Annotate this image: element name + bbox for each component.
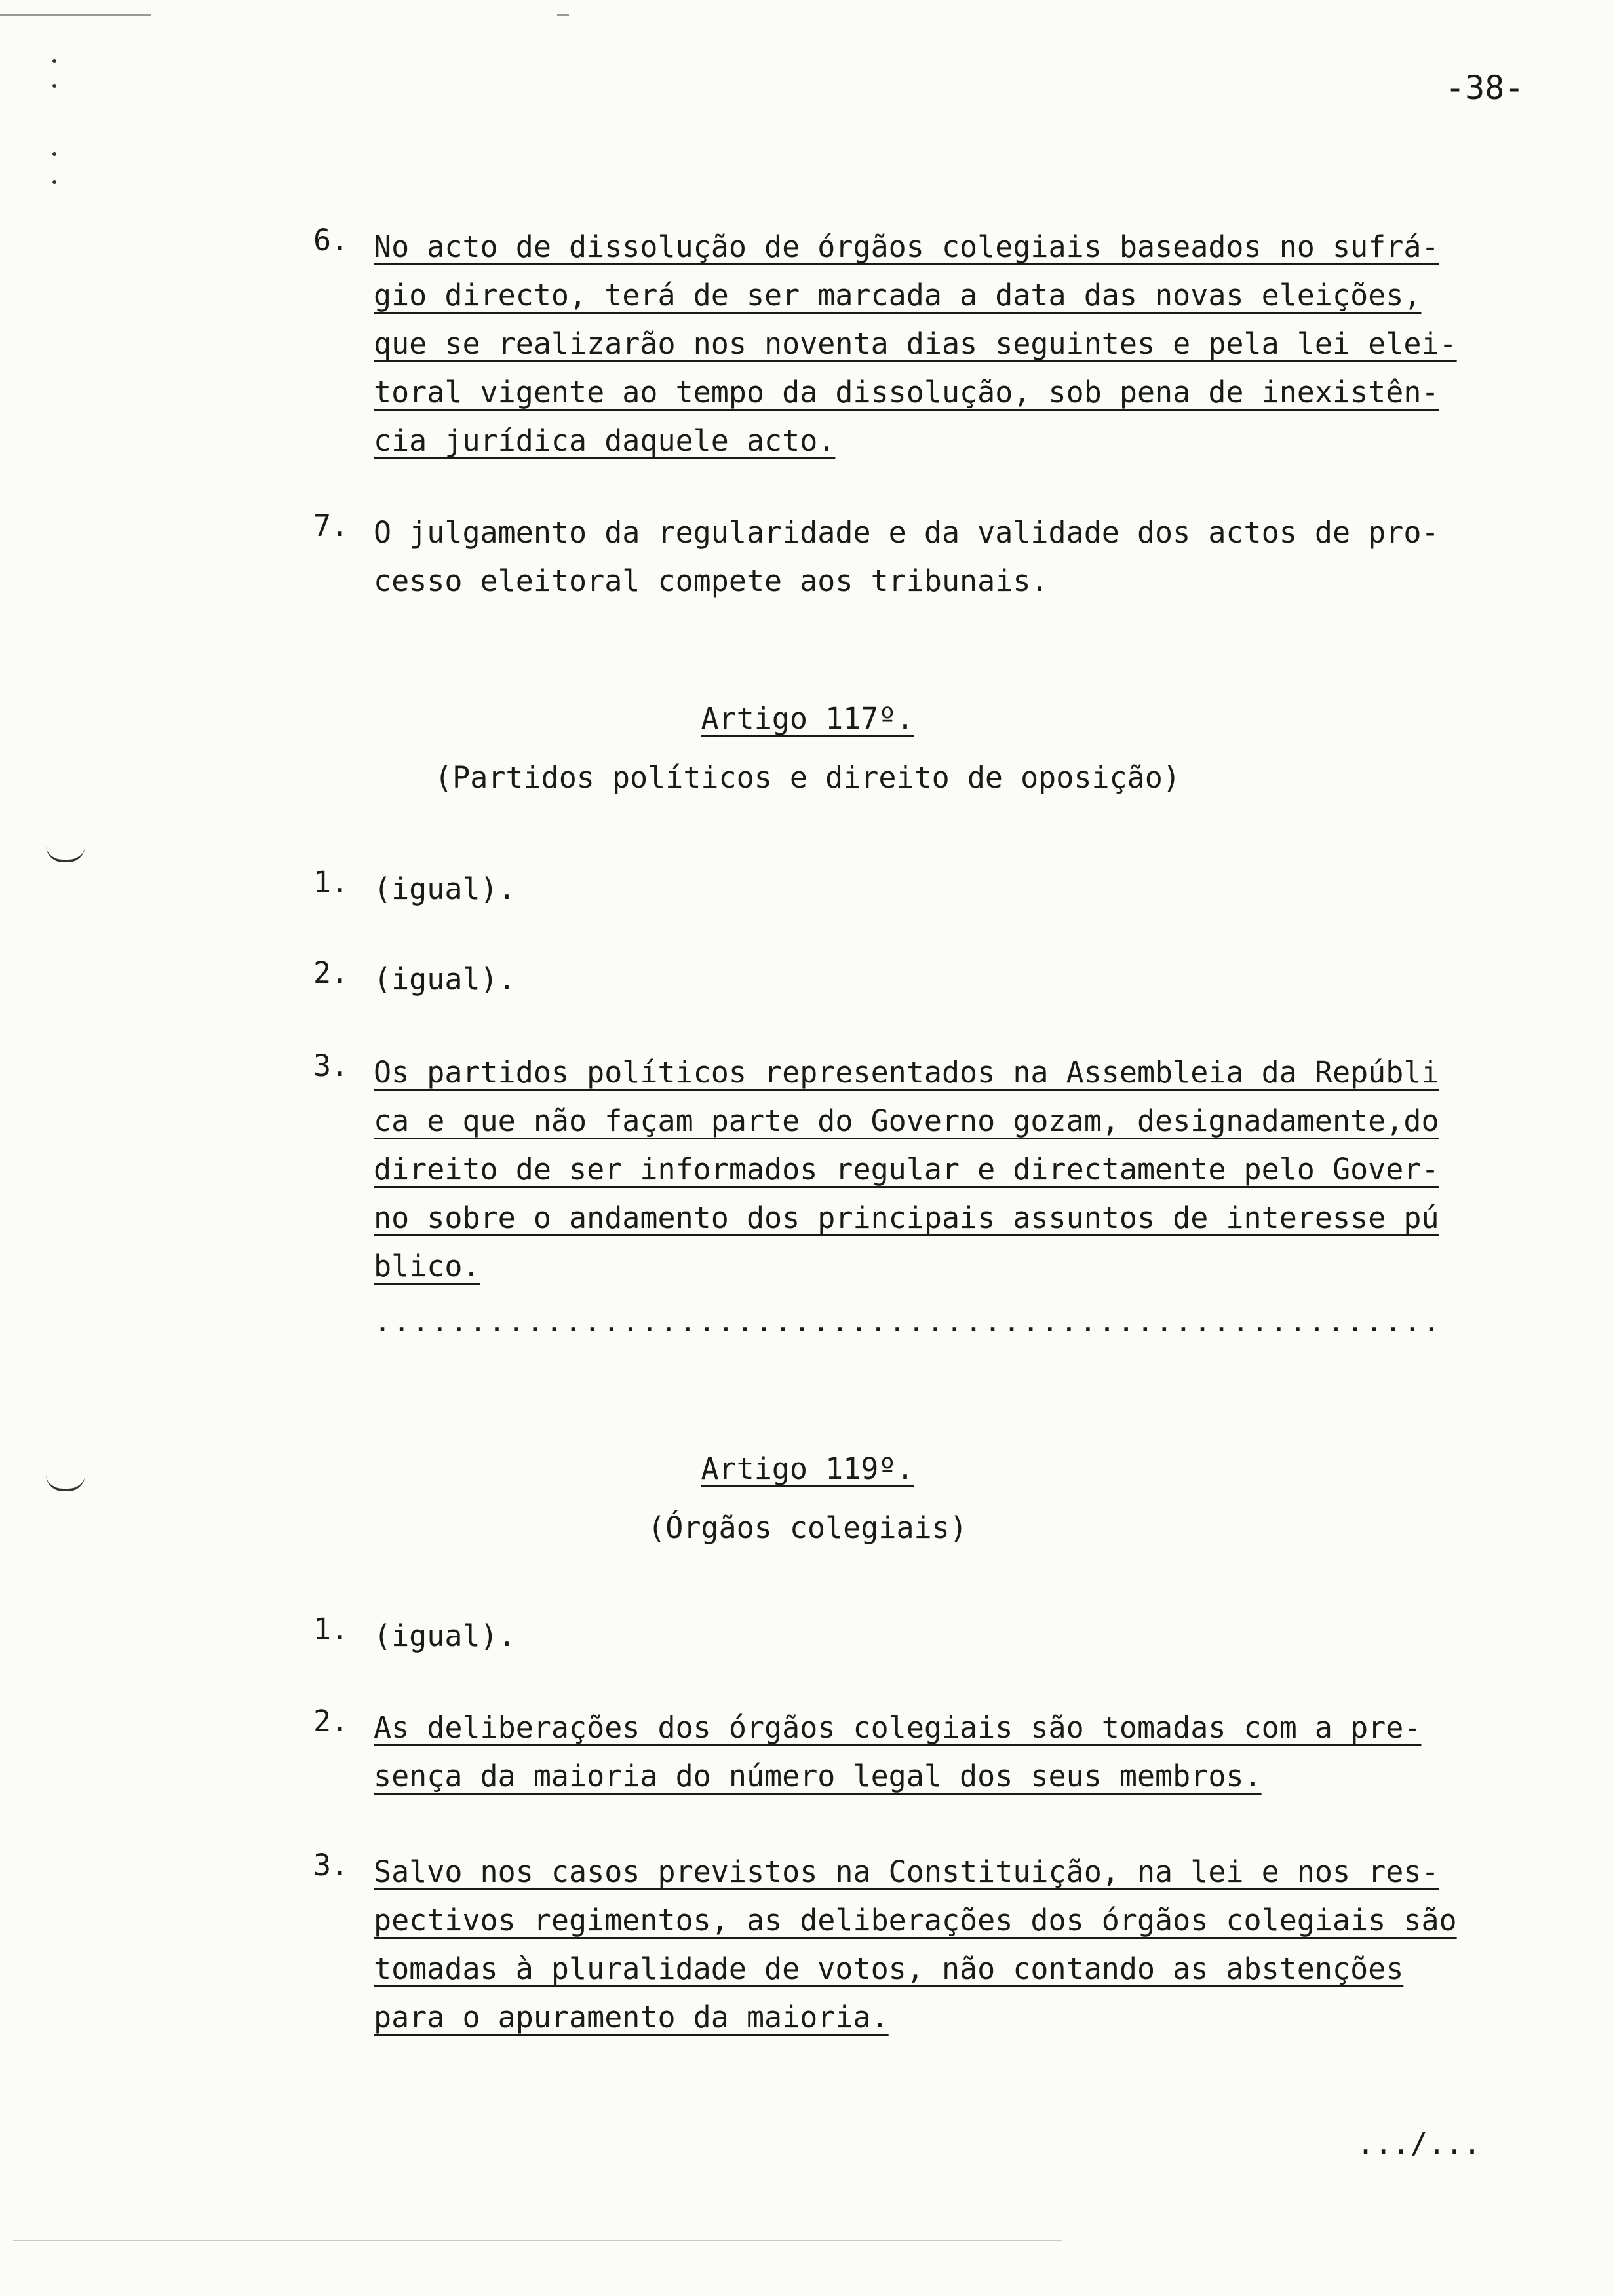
page-number: -38-	[1445, 69, 1525, 107]
paragraph-number: 6.	[313, 223, 349, 258]
paragraph-number: 3.	[313, 1048, 349, 1083]
paragraph-line: (igual).	[374, 1618, 516, 1653]
paragraph-line: Salvo nos casos previstos na Constituição, na lei e nos res-	[374, 1854, 1439, 1889]
paragraph-number: 1.	[313, 1612, 349, 1647]
article-119-title: Artigo 119º.	[701, 1451, 914, 1486]
paragraph-number: 3.	[313, 1848, 349, 1883]
paragraph-number: 1.	[313, 865, 349, 900]
top-edge-dash	[557, 14, 569, 16]
paragraph-line: direito de ser informados regular e directamente pelo Gover-	[374, 1152, 1439, 1187]
paragraph-line: As deliberações dos órgãos colegiais são tomadas com a pre-	[374, 1710, 1422, 1745]
continuation-mark: .../...	[1357, 2126, 1481, 2161]
article-117-subtitle: (Partidos políticos e direito de oposição)	[435, 760, 1180, 795]
top-edge-mark	[0, 14, 151, 16]
bottom-edge-mark	[13, 2240, 1062, 2241]
paragraph-line: que se realizarão nos noventa dias seguintes e pela lei elei-	[374, 326, 1457, 361]
paragraph-line: (igual).	[374, 962, 516, 997]
paragraph-line: pectivos regimentos, as deliberações dos órgãos colegiais são	[374, 1903, 1457, 1938]
paragraph-line: toral vigente ao tempo da dissolução, sob pena de inexistên-	[374, 375, 1439, 410]
paragraph-line: blico.	[374, 1249, 480, 1284]
article-117-title: Artigo 117º.	[701, 701, 914, 736]
paragraph-line: cia jurídica daquele acto.	[374, 423, 836, 458]
paragraph-line: sença da maioria do número legal dos seus membros.	[374, 1759, 1262, 1793]
paragraph-line: no sobre o andamento dos principais assuntos de interesse pú	[374, 1200, 1439, 1235]
paragraph-number: 2.	[313, 955, 349, 990]
margin-dot	[52, 59, 56, 63]
paragraph-line: para o apuramento da maioria.	[374, 2000, 889, 2035]
paragraph-line: No acto de dissolução de órgãos colegiais baseados no sufrá-	[374, 229, 1439, 264]
paragraph-line: O julgamento da regularidade e da validade dos actos de pro-	[374, 515, 1439, 550]
margin-dot	[52, 180, 56, 184]
paragraph-line: Os partidos políticos representados na Assembleia da Repúbli	[374, 1055, 1439, 1090]
margin-dot	[52, 152, 56, 156]
margin-tick-mark	[46, 845, 85, 862]
paragraph-number: 2.	[313, 1704, 349, 1738]
paragraph-line: gio directo, terá de ser marcada a data das novas eleições,	[374, 278, 1422, 313]
article-119-subtitle: (Órgãos colegiais)	[648, 1510, 967, 1545]
paragraph-line: cesso eleitoral compete aos tribunais.	[374, 564, 1049, 598]
margin-dot	[52, 84, 56, 88]
paragraph-line: (igual).	[374, 871, 516, 906]
paragraph-line: tomadas à pluralidade de votos, não contando as abstenções	[374, 1951, 1404, 1986]
omission-dots: ........................................................	[374, 1304, 1442, 1339]
paragraph-line: ca e que não façam parte do Governo gozam, designadamente,do	[374, 1103, 1439, 1138]
paragraph-number: 7.	[313, 508, 349, 543]
